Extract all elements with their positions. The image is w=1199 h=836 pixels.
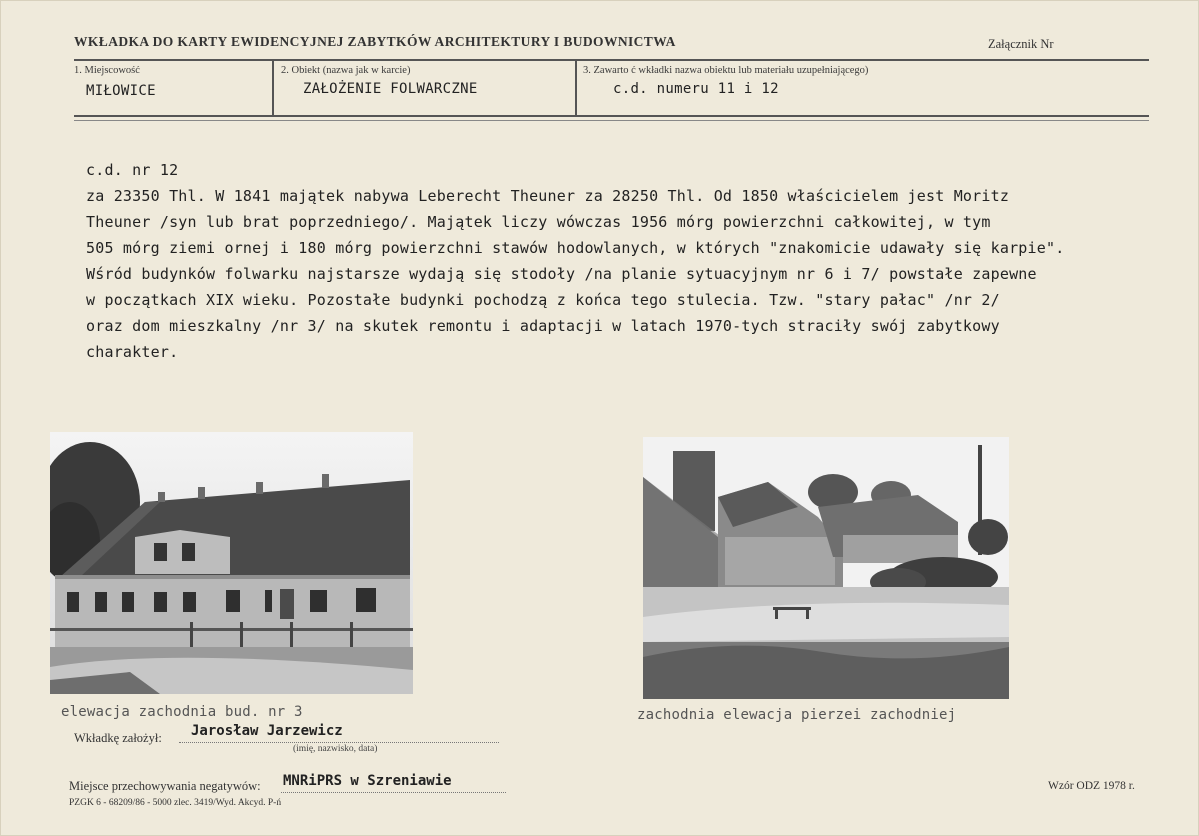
storage-dotted-line — [281, 792, 506, 793]
print-info: PZGK 6 - 68209/86 - 5000 zlec. 3419/Wyd. Akcyd. P-ń — [69, 798, 282, 808]
header-rule-bottom — [74, 115, 1149, 117]
object-label: 2. Obiekt (nazwa jak w karcie) — [281, 65, 411, 76]
negatives-storage-label: Miejsce przechowywania negatywów: — [69, 779, 261, 793]
author-name: Jarosław Jarzewicz — [191, 723, 343, 739]
field-divider-2 — [575, 61, 577, 115]
header-rule-top — [74, 59, 1149, 61]
body-line: charakter. — [86, 343, 179, 361]
body-line: za 23350 Thl. W 1841 majątek nabywa Leberecht Theuner za 28250 Thl. Od 1850 właścicielem jest Moritz — [86, 187, 1010, 205]
author-field-note: (imię, nazwisko, data) — [293, 744, 378, 754]
author-dotted-line — [179, 742, 499, 743]
contents-value: c.d. numeru 11 i 12 — [613, 81, 779, 97]
body-line: Theuner /syn lub brat poprzedniego/. Majątek liczy wówczas 1956 mórg powierzchni całkowitej, w tym — [86, 213, 991, 231]
locality-value: MIŁOWICE — [86, 83, 156, 99]
card-title: WKŁADKA DO KARTY EWIDENCYJNEJ ZABYTKÓW ARCHITEKTURY I BUDOWNICTWA — [74, 34, 676, 49]
photo-west-elevation-building-3 — [50, 432, 413, 694]
header-rule-bottom-thin — [74, 120, 1149, 121]
photo-west-frontage-elevation — [643, 437, 1009, 699]
attachment-number-label: Załącznik Nr — [988, 37, 1054, 51]
right-photo-caption: zachodnia elewacja pierzei zachodniej — [637, 707, 957, 723]
body-text — [86, 157, 1186, 365]
locality-label: 1. Miejscowość — [74, 65, 140, 76]
body-line: 505 mórg ziemi ornej i 180 mórg powierzchni stawów hodowlanych, w których "znakomicie udawały się karpie". — [86, 239, 1065, 257]
body-line: oraz dom mieszkalny /nr 3/ na skutek remontu i adaptacji w latach 1970-tych straciły swój zabytkowy — [86, 317, 1000, 335]
negatives-storage-value: MNRiPRS w Szreniawie — [283, 773, 452, 789]
body-line: c.d. nr 12 — [86, 161, 179, 179]
body-line: Wśród budynków folwarku najstarsze wydają się stodoły /na planie sytuacyjnym nr 6 i 7/ powstałe zapewne — [86, 265, 1037, 283]
body-line: w początkach XIX wieku. Pozostałe budynki pochodzą z końca tego stulecia. Tzw. "stary pałac" /nr 2/ — [86, 291, 1000, 309]
contents-label: 3. Zawarto ć wkładki nazwa obiektu lub materiału uzupełniającego) — [583, 65, 869, 76]
field-divider-1 — [272, 61, 274, 115]
author-label: Wkładkę założył: — [74, 731, 162, 745]
object-value: ZAŁOŻENIE FOLWARCZNE — [303, 81, 478, 97]
left-photo-caption: elewacja zachodnia bud. nr 3 — [61, 704, 303, 720]
form-id: Wzór ODZ 1978 r. — [1048, 780, 1135, 792]
